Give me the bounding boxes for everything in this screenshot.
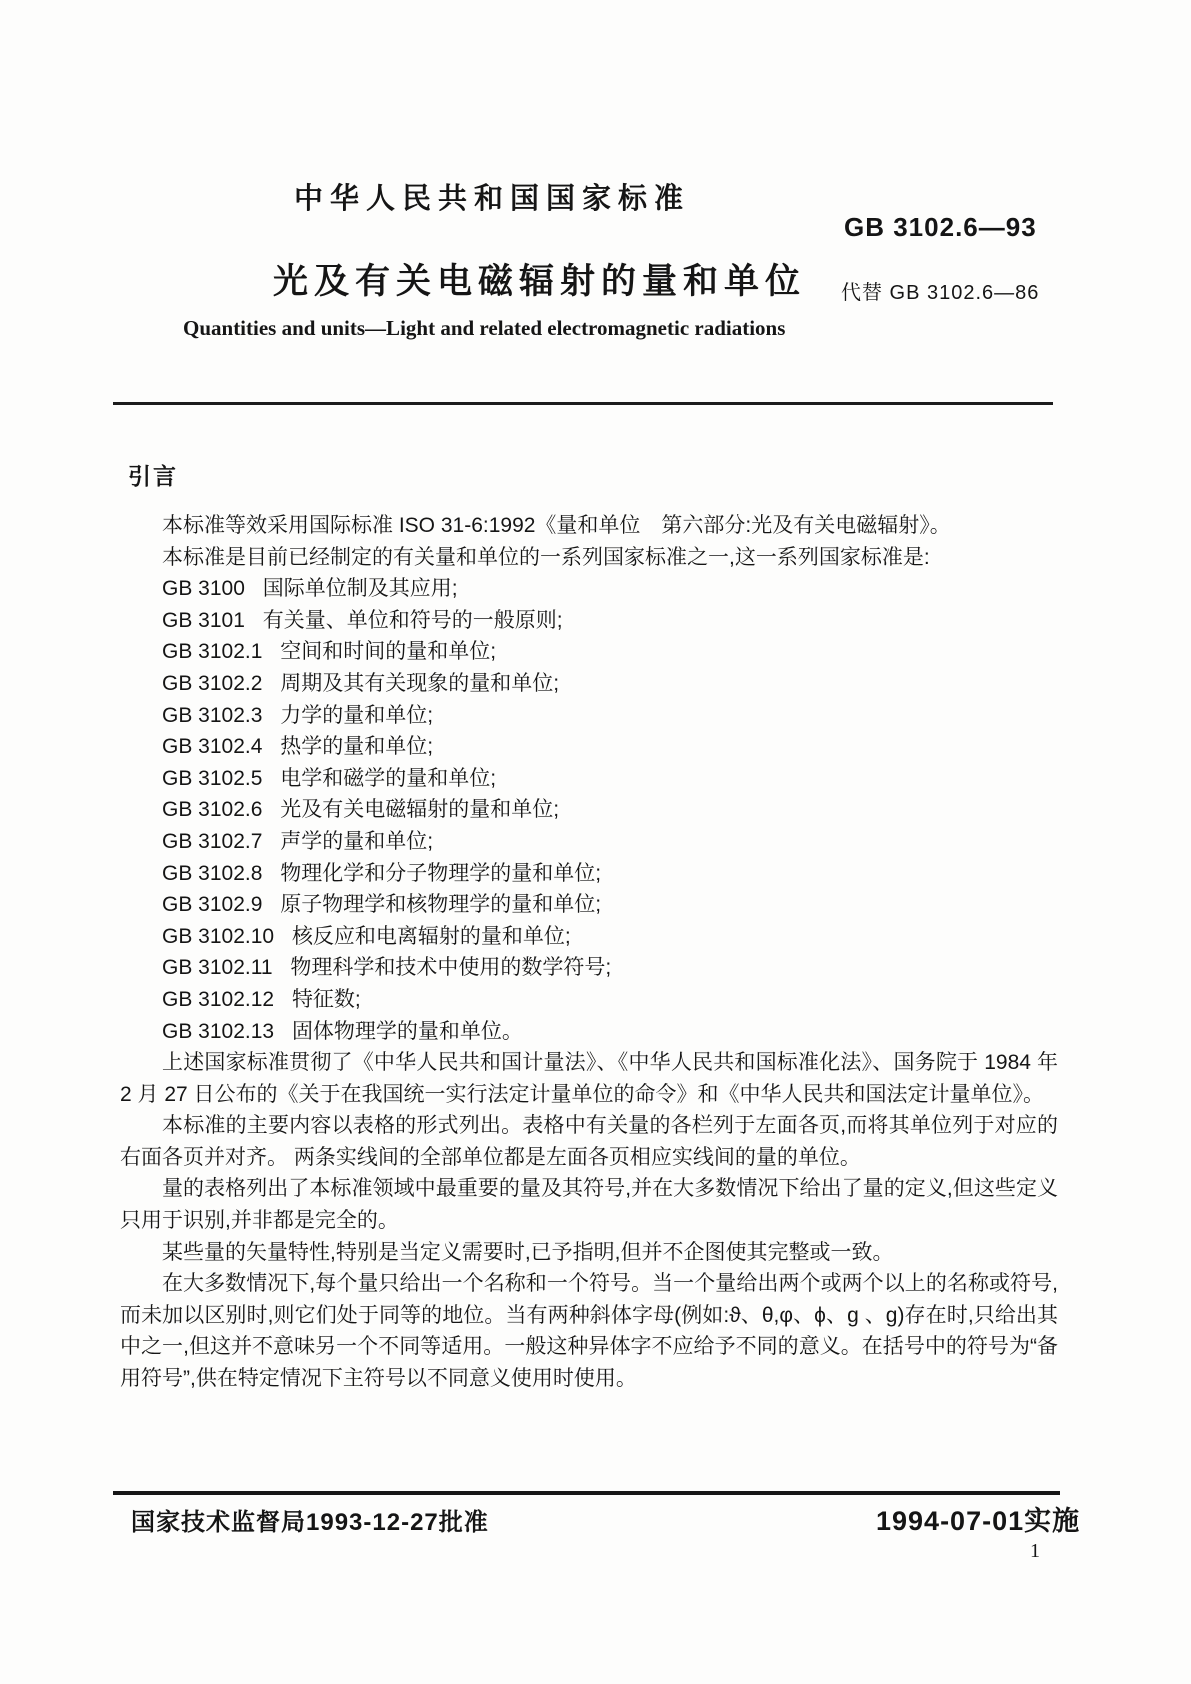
standard-item-title: 固体物理学的量和单位。 bbox=[291, 1019, 523, 1043]
standard-item bbox=[120, 573, 1058, 605]
intro-section bbox=[120, 464, 1058, 1395]
document-title-zh: 光及有关电磁辐射的量和单位 bbox=[273, 262, 807, 301]
intro-paragraph-6: 某些量的矢量特性,特别是当定义需要时,已予指明,但并不企图使其完整或一致。 bbox=[162, 1240, 894, 1264]
intro-paragraph-4: 本标准的主要内容以表格的形式列出。表格中有关量的各栏列于左面各页,而将其单位列于对应的右面各页并对齐。 两条实线间的全部单位都是左面各页相应实线间的量的单位。 bbox=[120, 1114, 1058, 1169]
intro-paragraph-3: 上述国家标准贯彻了《中华人民共和国计量法》、《中华人民共和国标准化法》、国务院于 1984 年 2 月 27 日公布的《关于在我国统一实行法定计量单位的命令》和《中华人民共和国法定计量单位》。 bbox=[120, 1051, 1058, 1106]
standard-item bbox=[120, 1016, 1058, 1048]
standard-item-code: GB 3101 bbox=[162, 608, 245, 632]
standard-item-code: GB 3102.4 bbox=[162, 735, 263, 759]
standard-item bbox=[120, 731, 1058, 763]
standard-item-code: GB 3102.2 bbox=[162, 671, 263, 695]
intro-paragraph-5: 量的表格列出了本标准领域中最重要的量及其符号,并在大多数情况下给出了量的定义,但这些定义只用于识别,并非都是完全的。 bbox=[120, 1177, 1058, 1233]
standard-item-title: 物理化学和分子物理学的量和单位; bbox=[280, 861, 602, 885]
standard-item-title: 光及有关电磁辐射的量和单位; bbox=[280, 798, 560, 822]
standard-item-title: 热学的量和单位; bbox=[280, 735, 434, 759]
standard-item-title: 有关量、单位和符号的一般原则; bbox=[262, 608, 563, 632]
intro-paragraph-2: 本标准是目前已经制定的有关量和单位的一系列国家标准之一,这一系列国家标准是: bbox=[162, 545, 930, 569]
standard-item bbox=[120, 858, 1058, 890]
intro-paragraph-7: 在大多数情况下,每个量只给出一个名称和一个符号。当一个量给出两个或两个以上的名称或符号,而未加以区别时,则它们处于同等的地位。当有两种斜体字母(例如:ϑ、θ,φ、ϕ、g 、g)存在时,只给出其中之一,但这并不意味另一个不同等适用。一般这种异体字不应给予不同的意义。在括号中的符号为“备用符号”,供在特定情况下主符号以不同意义使用时使用。 bbox=[120, 1272, 1058, 1391]
standard-item-title: 原子物理学和核物理学的量和单位; bbox=[280, 893, 602, 917]
approval-authority-date: 国家技术监督局1993-12-27批准 bbox=[131, 1509, 489, 1536]
standard-item bbox=[120, 984, 1058, 1016]
standard-item-title: 特征数; bbox=[291, 987, 361, 1011]
superseded-standard: 代替 GB 3102.6—86 bbox=[841, 282, 1040, 304]
national-standard-label: 中华人民共和国国家标准 bbox=[294, 183, 691, 215]
standard-item-code: GB 3102.8 bbox=[162, 861, 263, 885]
implementation-date: 1994-07-01实施 bbox=[876, 1506, 1081, 1536]
standard-item-title: 力学的量和单位; bbox=[280, 703, 434, 727]
standard-item bbox=[120, 763, 1058, 795]
standard-item-code: GB 3102.7 bbox=[162, 829, 263, 853]
intro-paragraph-1: 本标准等效采用国际标准 ISO 31-6:1992《量和单位 第六部分:光及有关电磁辐射》。 bbox=[162, 514, 951, 537]
header-divider-rule bbox=[113, 402, 1053, 405]
page-number: 1 bbox=[1030, 1540, 1040, 1562]
standard-item bbox=[120, 700, 1058, 732]
standard-item-code: GB 3102.13 bbox=[162, 1019, 275, 1043]
standard-item bbox=[120, 636, 1058, 668]
standard-item bbox=[120, 952, 1058, 984]
standard-item-title: 核反应和电离辐射的量和单位; bbox=[291, 924, 571, 948]
standard-item-title: 空间和时间的量和单位; bbox=[280, 640, 497, 664]
standard-item-code: GB 3100 bbox=[162, 577, 245, 601]
standard-item-code: GB 3102.3 bbox=[162, 703, 263, 727]
standard-item bbox=[120, 826, 1058, 858]
standard-item-title: 电学和磁学的量和单位; bbox=[280, 766, 497, 790]
intro-heading: 引言 bbox=[128, 463, 178, 489]
document-title-en: Quantities and units—Light and related electromagnetic radiations bbox=[183, 316, 786, 340]
standard-item bbox=[120, 889, 1058, 921]
standard-code: GB 3102.6—93 bbox=[844, 212, 1037, 242]
standard-item-code: GB 3102.1 bbox=[162, 640, 263, 664]
standard-item-code: GB 3102.10 bbox=[162, 924, 275, 948]
standard-item-code: GB 3102.6 bbox=[162, 798, 263, 822]
standard-item-code: GB 3102.11 bbox=[162, 956, 273, 980]
standard-item-code: GB 3102.9 bbox=[162, 893, 263, 917]
standard-item bbox=[120, 605, 1058, 637]
standard-item bbox=[120, 794, 1058, 826]
footer-divider-rule bbox=[113, 1491, 1060, 1495]
standard-item-title: 物理科学和技术中使用的数学符号; bbox=[290, 956, 612, 980]
standard-item-title: 声学的量和单位; bbox=[280, 829, 434, 853]
standards-list bbox=[120, 573, 1058, 1047]
standard-item-title: 周期及其有关现象的量和单位; bbox=[280, 671, 560, 695]
standard-item-code: GB 3102.5 bbox=[162, 766, 263, 790]
standard-item-code: GB 3102.12 bbox=[162, 987, 275, 1011]
standard-item bbox=[120, 668, 1058, 700]
standard-item bbox=[120, 921, 1058, 953]
standard-item-title: 国际单位制及其应用; bbox=[262, 577, 458, 601]
